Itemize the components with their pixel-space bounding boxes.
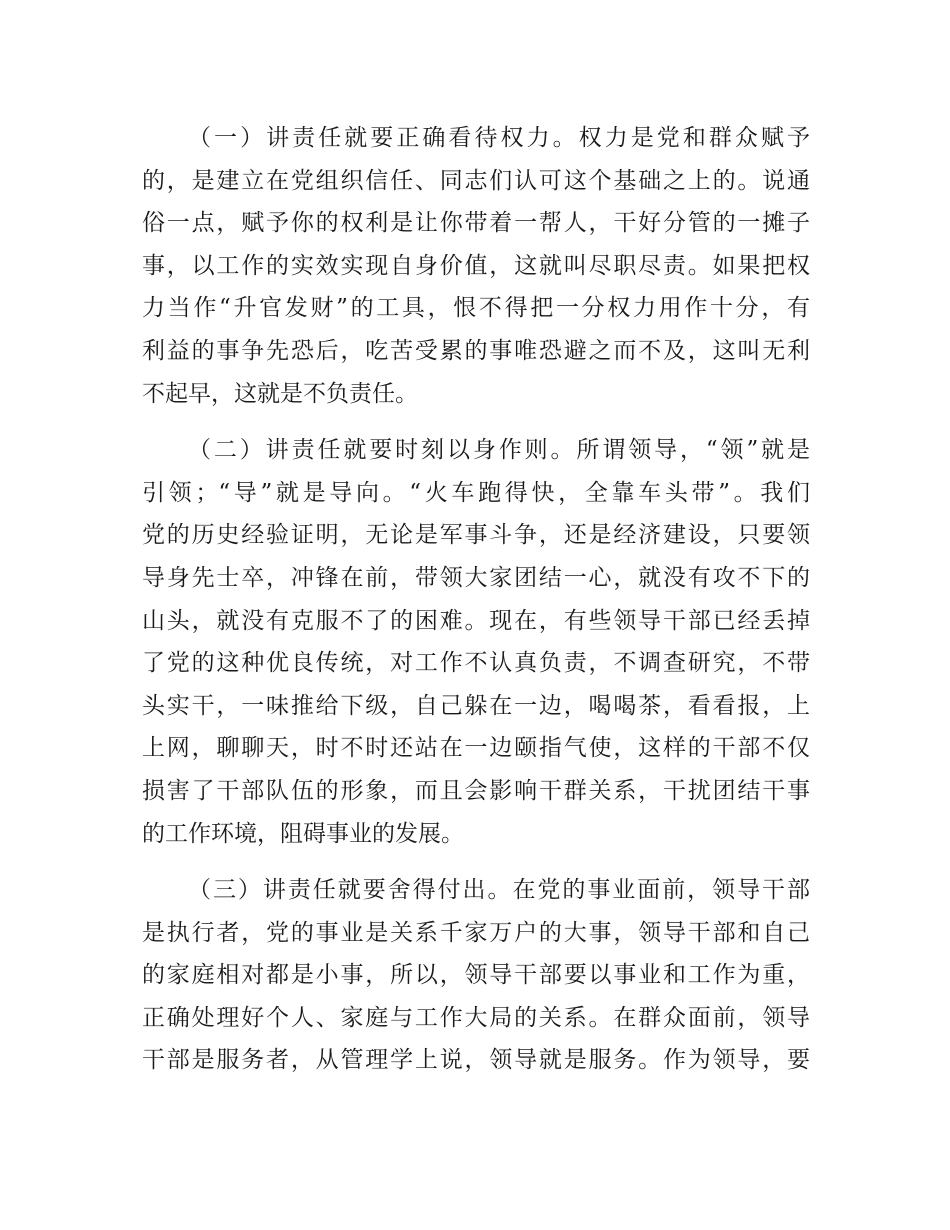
text-line: 的家庭相对都是小事，所以，领导干部要以事业和工作为重， [142,962,810,989]
document-body [142,117,810,1096]
text-line: 利益的事争先恐后，吃苦受累的事唯恐避之而不及，这叫无利 [142,337,810,364]
text-line: 上网，聊聊天，时不时还站在一边颐指气使，这样的干部不仅 [142,735,810,762]
text-line: 损害了干部队伍的形象，而且会影响干群关系，干扰团结干事 [142,777,810,804]
text-line: （一）讲责任就要正确看待权力。权力是党和群众赋予 [188,125,810,151]
text-line: 的工作环境，阻碍事业的发展。 [142,820,464,847]
text-line: 的，是建立在党组织信任、同志们认可这个基础之上的。说通 [142,167,810,194]
text-line: 正确处理好个人、家庭与工作大局的关系。在群众面前，领导 [142,1004,810,1031]
text-line: 俗一点，赋予你的权利是让你带着一帮人，干好分管的一摊子 [142,210,810,237]
text-line: 了党的这种优良传统，对工作不认真负责，不调查研究，不带 [142,650,810,677]
text-line: 头实干，一味推给下级，自己躲在一边，喝喝茶，看看报，上 [142,692,810,719]
text-line: 干部是服务者，从管理学上说，领导就是服务。作为领导，要 [142,1047,810,1074]
text-line: 党的历史经验证明，无论是军事斗争，还是经济建设，只要领 [142,522,810,549]
paragraph-2 [142,429,810,855]
text-line: 是执行者，党的事业是关系千家万户的大事，领导干部和自己 [142,919,810,946]
text-line: （二）讲责任就要时刻以身作则。所谓领导，“领”就是 [188,437,810,464]
paragraph-3 [142,869,810,1082]
paragraph-1 [142,117,810,415]
text-line: 山头，就没有克服不了的困难。现在，有些领导干部已经丢掉 [142,607,810,634]
text-line: 导身先士卒，冲锋在前，带领大家团结一心，就没有攻不下的 [142,564,810,591]
text-line: （三）讲责任就要舍得付出。在党的事业面前，领导干部 [188,877,810,904]
text-line: 不起早，这就是不负责任。 [142,380,418,407]
text-line: 引领；“导”就是导向。“火车跑得快，全靠车头带”。我们 [142,479,810,506]
text-line: 力当作“升官发财”的工具，恨不得把一分权力用作十分，有 [142,295,810,322]
text-line: 事，以工作的实效实现自身价值，这就叫尽职尽责。如果把权 [142,252,810,279]
